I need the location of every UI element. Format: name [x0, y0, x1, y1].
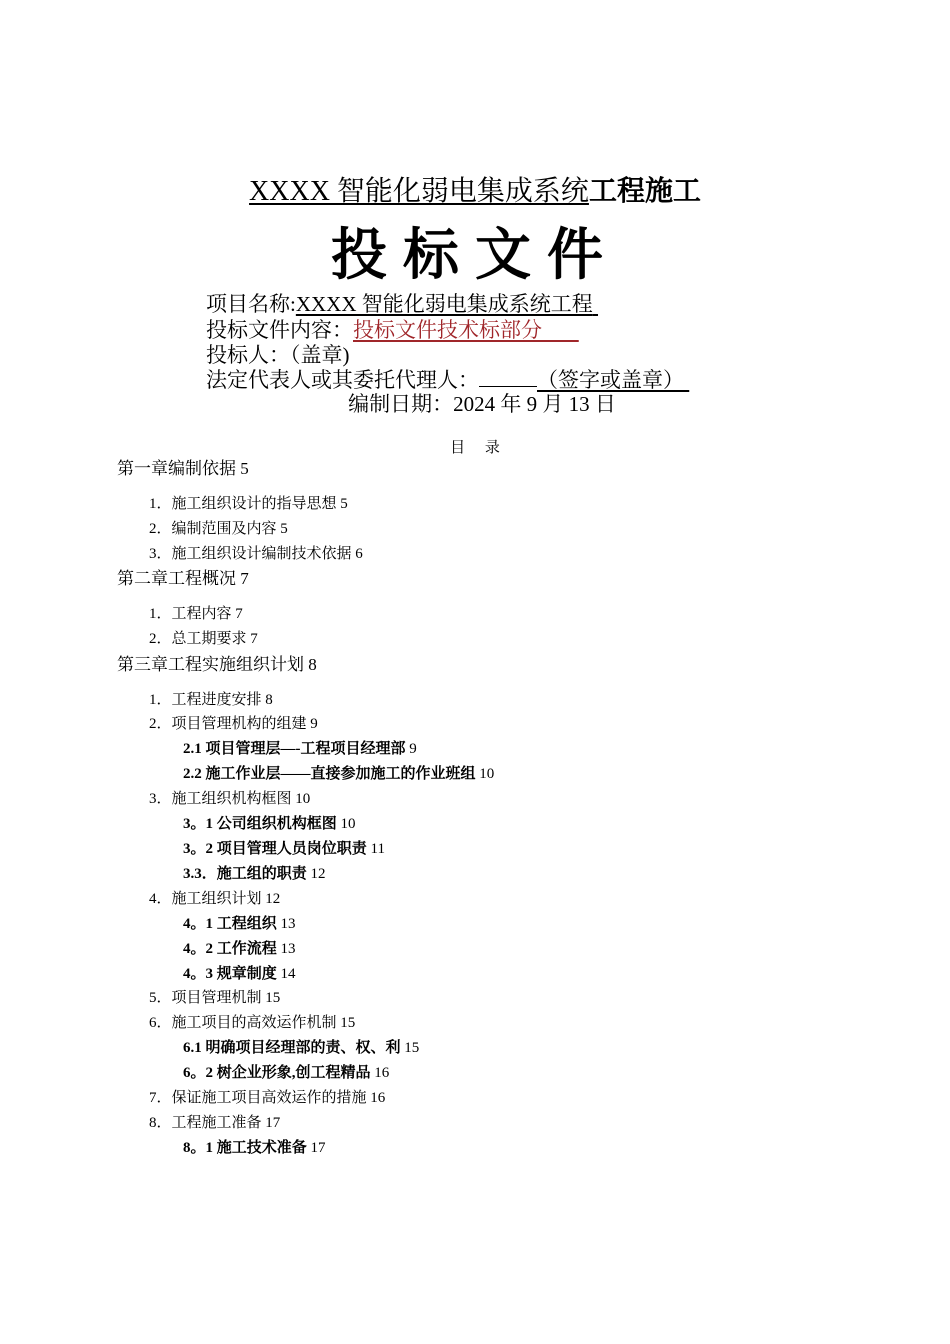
toc-page-number: 15 [340, 1015, 356, 1031]
toc-section[interactable] [149, 604, 243, 624]
toc-entry-text: 2．项目管理机构的组建 [149, 716, 307, 732]
toc-page-number: 15 [265, 990, 281, 1006]
toc-chapter[interactable] [117, 654, 317, 676]
toc-title: 目 录 [450, 440, 508, 456]
toc-entry-text: 2.2 施工作业层——直接参加施工的作业班组 [183, 766, 476, 782]
toc-entry-text: 4．施工组织计划 [149, 891, 262, 907]
toc-entry-text: 7．保证施工项目高效运作的措施 [149, 1090, 367, 1106]
toc-page-number: 11 [370, 841, 385, 857]
toc-entry-text: 3．施工组织机构框图 [149, 791, 292, 807]
toc-entry-text: 8。1 施工技术准备 [183, 1140, 307, 1156]
toc-subsection[interactable] [183, 1138, 326, 1158]
toc-section[interactable] [149, 519, 288, 539]
toc-entry-text: 3．施工组织设计编制技术依据 [149, 546, 352, 562]
toc-section[interactable] [149, 690, 273, 710]
toc-page-number: 6 [355, 546, 363, 562]
toc-subsection[interactable] [183, 739, 417, 759]
toc-entry-text: 8．工程施工准备 [149, 1115, 262, 1131]
toc-entry-text: 2．总工期要求 [149, 631, 247, 647]
bidder-line: 投标人：（盖章) [206, 343, 350, 367]
toc-page-number: 14 [280, 966, 296, 982]
toc-page-number: 13 [280, 941, 296, 957]
toc-page-number: 12 [310, 866, 326, 882]
cover-title-bold: 工程施工 [588, 176, 701, 207]
toc-entry-text: 1．施工组织设计的指导思想 [149, 496, 337, 512]
toc-section[interactable] [149, 988, 280, 1008]
toc-page-number: 7 [240, 569, 249, 588]
legal-rep-value: （签字或盖章） [537, 368, 684, 392]
compile-date: 编制日期：2024 年 9 月 13 日 [348, 392, 616, 416]
toc-entry-text: 3.3．施工组的职责 [183, 866, 307, 882]
project-name-label: 项目名称: [206, 292, 296, 316]
bid-content-label: 投标文件内容： [206, 318, 353, 342]
toc-page-number: 8 [265, 692, 273, 708]
toc-section[interactable] [149, 494, 348, 514]
toc-section[interactable] [149, 1113, 280, 1133]
toc-page-number: 16 [374, 1065, 390, 1081]
legal-rep-line [206, 367, 689, 393]
toc-entry-text: 4。1 工程组织 [183, 916, 277, 932]
toc-page-number: 17 [265, 1115, 281, 1131]
toc-subsection[interactable] [183, 864, 326, 884]
toc-entry-text: 3。2 项目管理人员岗位职责 [183, 841, 367, 857]
signature-line [479, 368, 537, 387]
toc-entry-text: 4。3 规章制度 [183, 966, 277, 982]
toc-entry-text: 1．工程内容 [149, 606, 232, 622]
toc-page-number: 5 [340, 496, 348, 512]
toc-subsection[interactable] [183, 1063, 389, 1083]
toc-section[interactable] [149, 1013, 355, 1033]
toc-entry-text: 6．施工项目的高效运作机制 [149, 1015, 337, 1031]
toc-section[interactable] [149, 629, 258, 649]
toc-entry-text: 6.1 明确项目经理部的责、权、利 [183, 1040, 401, 1056]
legal-rep-label: 法定代表人或其委托代理人： [206, 368, 479, 392]
toc-page-number: 7 [250, 631, 258, 647]
toc-page-number: 5 [280, 521, 288, 537]
toc-entry-text: 2．编制范围及内容 [149, 521, 277, 537]
toc-page-number: 9 [310, 716, 318, 732]
toc-entry-text: 第二章工程概况 [117, 569, 236, 588]
toc-entry-text: 4。2 工作流程 [183, 941, 277, 957]
toc-entry-text: 5．项目管理机制 [149, 990, 262, 1006]
cover-title [0, 174, 950, 210]
toc-entry-text: 1．工程进度安排 [149, 692, 262, 708]
toc-page-number: 17 [310, 1140, 326, 1156]
project-name-value: XXXX 智能化弱电集成系统工程 [295, 292, 593, 316]
toc-entry-text: 6。2 树企业形象,创工程精品 [183, 1065, 371, 1081]
toc-subsection[interactable] [183, 1038, 419, 1058]
toc-page-number: 7 [235, 606, 243, 622]
toc-section[interactable] [149, 714, 318, 734]
toc-section[interactable] [149, 789, 310, 809]
toc-page-number: 15 [404, 1040, 420, 1056]
toc-section[interactable] [149, 1088, 385, 1108]
toc-section[interactable] [149, 889, 280, 909]
toc-page-number: 10 [295, 791, 311, 807]
toc-chapter[interactable] [117, 568, 249, 590]
toc-subsection[interactable] [183, 914, 296, 934]
toc-chapter[interactable] [117, 458, 249, 480]
toc-section[interactable] [149, 544, 363, 564]
toc-page-number: 10 [340, 816, 356, 832]
cover-title-underlined: XXXX 智能化弱电集成系统 [249, 176, 589, 207]
toc-subsection[interactable] [183, 814, 356, 834]
toc-subsection[interactable] [183, 964, 296, 984]
toc-subsection[interactable] [183, 764, 494, 784]
toc-entry-text: 第三章工程实施组织计划 [117, 655, 304, 674]
toc-entry-text: 3。1 公司组织机构框图 [183, 816, 337, 832]
project-name-line [206, 291, 598, 317]
toc-page-number: 16 [370, 1090, 386, 1106]
toc-page-number: 8 [308, 655, 317, 674]
toc-page-number: 5 [240, 459, 249, 478]
toc-page-number: 10 [479, 766, 495, 782]
toc-entry-text: 2.1 项目管理层—-工程项目经理部 [183, 741, 406, 757]
toc-subsection[interactable] [183, 939, 296, 959]
toc-page-number: 9 [409, 741, 417, 757]
toc-page-number: 13 [280, 916, 296, 932]
big-title: 投标文件 [331, 225, 619, 287]
toc-page-number: 12 [265, 891, 281, 907]
toc-entry-text: 第一章编制依据 [117, 459, 236, 478]
toc-subsection[interactable] [183, 839, 385, 859]
bid-content-line [206, 317, 579, 343]
bid-content-value: 投标文件技术标部分 [353, 318, 542, 342]
